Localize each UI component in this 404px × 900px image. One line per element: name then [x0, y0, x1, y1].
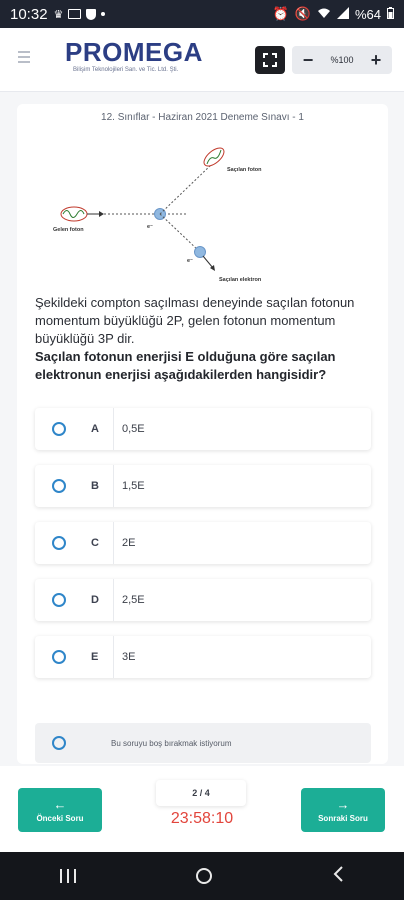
skip-question-option[interactable]	[35, 723, 371, 763]
option-text: 1,5E	[122, 480, 145, 492]
question-counter: 2 / 4	[156, 780, 246, 806]
countdown-timer: 23:58:10	[170, 810, 234, 827]
logo-text: PROMEGA	[65, 37, 203, 67]
previous-question-button[interactable]	[18, 788, 102, 832]
logo	[65, 38, 203, 74]
zoom-control	[292, 46, 392, 74]
back-icon[interactable]	[332, 866, 344, 887]
option-d[interactable]	[35, 579, 371, 621]
system-navigation-bar	[0, 852, 404, 900]
arrow-left-icon: ←	[53, 796, 67, 812]
skip-text: Bu soruyu boş bırakmak istiyorum	[111, 738, 232, 748]
status-time: 10:32	[10, 5, 48, 23]
zoom-level: %100	[330, 55, 354, 65]
arrow-right-icon: →	[336, 796, 350, 812]
option-text: 3E	[122, 651, 136, 663]
shield-icon	[86, 9, 96, 20]
fullscreen-icon	[263, 53, 277, 67]
option-e[interactable]	[35, 636, 371, 678]
question-card	[17, 104, 388, 764]
label-scattered-electron: Saçılan elektron	[219, 277, 262, 283]
status-left-icons	[54, 8, 106, 21]
scattered-photon	[201, 145, 227, 170]
label-electron-symbol: e⁻	[147, 224, 153, 230]
question-text	[35, 294, 380, 384]
next-label: Sonraki Soru	[318, 813, 368, 823]
option-text: 0,5E	[122, 423, 145, 435]
zoom-out-button[interactable]: −	[302, 50, 314, 70]
label-incoming-photon: Gelen foton	[53, 227, 84, 233]
option-text: 2,5E	[122, 594, 145, 606]
previous-label: Önceki Soru	[36, 813, 84, 823]
scattered-electron-path	[160, 214, 200, 252]
radio-button[interactable]	[52, 593, 66, 607]
menu-icon[interactable]	[18, 51, 30, 63]
dot-icon	[101, 12, 105, 16]
option-letter: A	[91, 423, 99, 435]
alarm-icon: ⏰	[272, 6, 289, 21]
status-bar	[0, 0, 404, 28]
radio-button[interactable]	[52, 736, 66, 750]
option-b[interactable]	[35, 465, 371, 507]
fullscreen-button[interactable]	[255, 46, 285, 74]
wifi-icon	[317, 7, 331, 22]
radio-button[interactable]	[52, 536, 66, 550]
option-text: 2E	[122, 537, 136, 549]
signal-icon	[337, 7, 349, 22]
question-prompt: Saçılan fotonun enerjisi E olduğuna göre saçılan elektronun enerjisi aşağıdakilerden hangisidir?	[35, 349, 336, 382]
home-icon[interactable]	[196, 868, 212, 884]
radio-button[interactable]	[52, 650, 66, 664]
incoming-photon	[61, 207, 104, 221]
exam-title: 12. Sınıflar - Haziran 2021 Deneme Sınavı - 1	[101, 112, 304, 123]
image-icon	[68, 9, 81, 19]
scattered-electron	[195, 247, 206, 258]
battery-text: %64	[354, 6, 381, 22]
label-electron-symbol-2: e⁻	[187, 258, 193, 264]
radio-button[interactable]	[52, 479, 66, 493]
battery-icon	[387, 7, 394, 22]
status-right-icons	[273, 6, 394, 22]
crown-icon: ♛	[53, 8, 64, 21]
option-c[interactable]	[35, 522, 371, 564]
bottom-bar	[0, 766, 404, 852]
option-letter: C	[91, 537, 99, 549]
app-header	[0, 28, 404, 92]
option-a[interactable]	[35, 408, 371, 450]
option-letter: E	[91, 651, 99, 663]
scattered-photon-path	[160, 164, 212, 214]
question-stem: Şekildeki compton saçılması deneyinde saçılan fotonun momentum büyüklüğü 2P, gelen fotonun momentum büyüklüğü 3P dir.	[35, 295, 355, 346]
logo-subtitle: Bilişim Teknolojileri San. ve Tic. Ltd. Şti.	[73, 67, 179, 73]
zoom-in-button[interactable]: +	[370, 50, 382, 70]
recents-icon[interactable]	[60, 869, 76, 883]
compton-diagram	[47, 144, 287, 289]
option-letter: B	[91, 480, 99, 492]
label-scattered-photon: Saçılan foton	[227, 167, 262, 173]
next-question-button[interactable]	[301, 788, 385, 832]
mute-icon: 🔇	[294, 6, 311, 21]
option-letter: D	[91, 594, 99, 606]
radio-button[interactable]	[52, 422, 66, 436]
